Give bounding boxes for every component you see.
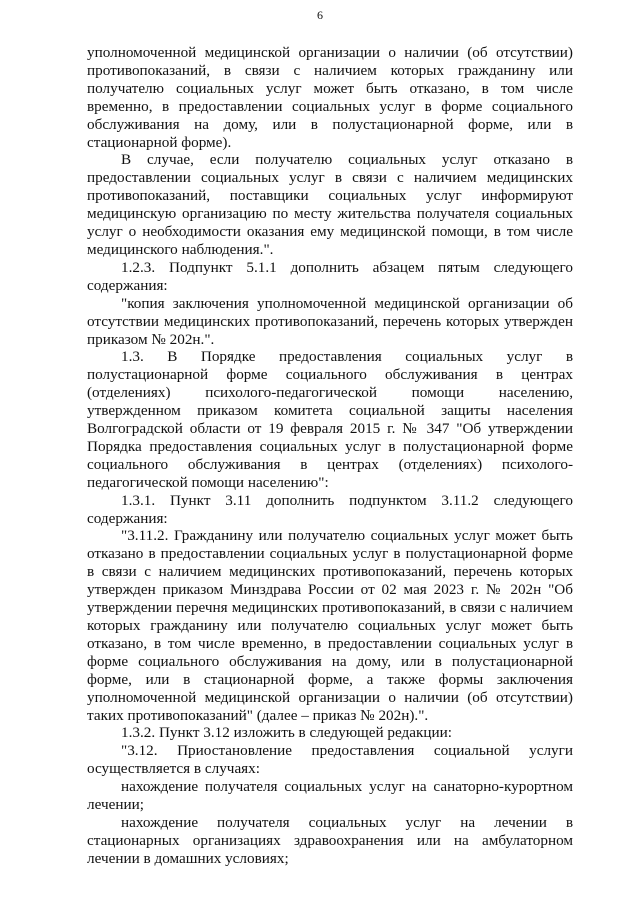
paragraph-1-2-3: 1.2.3. Подпункт 5.1.1 дополнить абзацем пятым следующего содержания: [87,258,573,294]
paragraph-1-3-2: 1.3.2. Пункт 3.12 изложить в следующей редакции: [121,724,452,742]
paragraph-quote-copy: "копия заключения уполномоченной медицинской организации об отсутствии медицинских противопоказаний, перечень которых утвержден приказом № 202н.". [87,294,573,348]
paragraph-case-treatment: нахождение получателя социальных услуг на лечении в стационарных организациях здравоохранения или на амбулаторном лечении в домашних условиях; [87,813,573,867]
page-number: 6 [317,8,323,22]
paragraph-3-11-2: "3.11.2. Гражданину или получателю социальных услуг может быть отказано в предоставлении социальных услуг в полустационарной форме в связи с наличием медицинских противопоказаний, перечень которых утвержден приказом Минздрава России от 02 мая 2023 г. № 202н "Об утверждении перечня медицинских противопоказаний, в связи с наличием которых гражданину или получателю социальных услуг может быть отказано, в том числе временно, в предоставлении социальных услуг в форме социального обслуживания на дому, или в полустационарной форме, или в стационарной форме, а также формы заключения уполномоченной медицинской организации о наличии (об отсутствии) таких противопоказаний" (далее – приказ № 202н).". [87,527,573,724]
document-body [87,44,573,868]
paragraph-continuation: уполномоченной медицинской организации о наличии (об отсутствии) противопоказаний, в связи с наличием которых гражданину или получателю социальных услуг может быть отказано, в том числе временно, в предоставлении социальных услуг в форме социального обслуживания на дому, или в полустационарной форме, или в стационарной форме). [87,44,573,151]
paragraph-3-12: "3.12. Приостановление предоставления социальной услуги осуществляется в случаях: [87,742,573,778]
paragraph-1-3-1: 1.3.1. Пункт 3.11 дополнить подпунктом 3.11.2 следующего содержания: [87,491,573,527]
paragraph-case-sanatorium: нахождение получателя социальных услуг на санаторно-курортном лечении; [87,778,573,814]
paragraph-1-3: 1.3. В Порядке предоставления социальных услуг в полустационарной форме социального обслуживания в центрах (отделениях) психолого-педагогической помощи населению, утвержденном приказом комитета социальной защиты населения Волгоградской области от 19 февраля 2015 г. № 347 "Об утверждении Порядка предоставления социальных услуг в полустационарной форме социального обслуживания в центрах (отделениях) психолого-педагогической помощи населению": [87,348,573,491]
paragraph-refusal-case: В случае, если получателю социальных услуг отказано в предоставлении социальных услуг в связи с наличием медицинских противопоказаний, поставщики социальных услуг информируют медицинскую организацию по месту жительства получателя социальных услуг о необходимости оказания ему медицинской помощи, в том числе медицинского наблюдения.". [87,151,573,258]
